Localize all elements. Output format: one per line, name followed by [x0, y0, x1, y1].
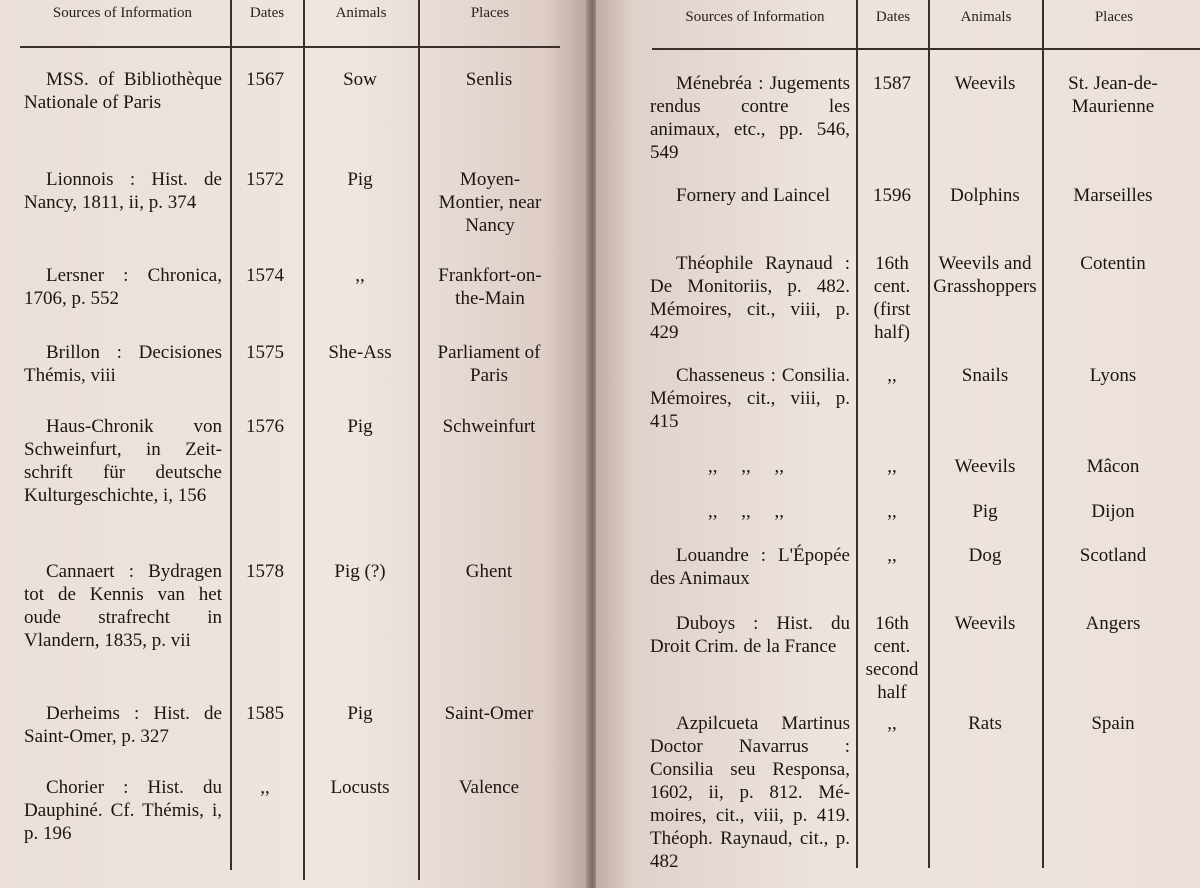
source-cell: Haus-Chronik von Schweinfurt, in Zeitschrift für deutsche Kulturgeschichte, i, 156	[24, 416, 222, 506]
date-cell: 1567	[246, 69, 284, 90]
place-cell: Frankfort-on-the-Main	[438, 265, 542, 309]
date-cell: ,,	[887, 456, 897, 477]
header-places: Places	[470, 5, 510, 21]
date-cell: 1576	[246, 416, 284, 437]
animal-cell: Pig	[347, 169, 373, 190]
header-rule	[652, 48, 1200, 50]
source-cell: Lionnois : Hist. de Nancy, 1811, ii, p. 374	[24, 169, 222, 213]
source-cell: Chorier : Hist. du Dauphiné. Cf. Thémis, i, p. 196	[24, 777, 222, 844]
date-cell: ,,	[887, 365, 897, 386]
animal-cell: She-Ass	[328, 342, 392, 363]
date-cell: ,,	[887, 545, 897, 566]
header-dates: Dates	[249, 5, 285, 21]
source-cell: Azpilcueta Martinus Doctor Navarrus : Consilia seu Responsa, 1602, ii, p. 812. Mémoires, cit., viii, p. 419. Théoph. Raynaud, cit., p. 482	[650, 713, 850, 872]
place-cell: Lyons	[1089, 365, 1137, 386]
column-divider	[928, 0, 930, 868]
place-cell: Moyen-Montier, near Nancy	[438, 169, 542, 236]
place-cell: Mâcon	[1086, 456, 1140, 477]
source-cell: Lersner : Chronica, 1706, p. 552	[24, 265, 222, 309]
source-cell: Fornery and Laincel	[676, 185, 831, 206]
date-cell: 1578	[246, 561, 284, 582]
header-places: Places	[1094, 9, 1134, 25]
date-cell: 16th cent. (first half)	[873, 253, 911, 343]
source-cell: Louandre : L'Épopée des Animaux	[650, 545, 850, 589]
left-page	[0, 0, 588, 888]
source-cell: Ménebréa : Jugements rendus contre les animaux, etc., pp. 546, 549	[650, 73, 850, 163]
date-cell: ,,	[887, 713, 897, 734]
place-cell: Angers	[1085, 613, 1141, 634]
header-dates: Dates	[875, 9, 911, 25]
header-animals: Animals	[335, 5, 387, 21]
date-cell: 1575	[246, 342, 284, 363]
animal-cell: Sow	[343, 69, 377, 90]
source-cell: Derheims : Hist. de Saint-Omer, p. 327	[24, 703, 222, 747]
animal-cell: Locusts	[330, 777, 390, 798]
column-divider	[303, 0, 305, 880]
date-cell: 1587	[873, 73, 911, 94]
animal-cell: Dolphins	[950, 185, 1020, 206]
source-cell: ,, ,, ,,	[708, 501, 784, 522]
header-sources: Sources of Information	[685, 9, 825, 25]
column-divider	[1042, 0, 1044, 868]
header-animals: Animals	[960, 9, 1012, 25]
header-sources: Sources of Information	[52, 5, 193, 21]
source-cell: Brillon : Decisiones Thémis, viii	[24, 342, 222, 386]
place-cell: Dijon	[1091, 501, 1135, 522]
place-cell: Schweinfurt	[442, 416, 536, 437]
animal-cell: Dog	[968, 545, 1002, 566]
column-divider	[418, 0, 420, 880]
source-cell: Chasseneus : Consilia. Mémoires, cit., viii, p. 415	[650, 365, 850, 432]
date-cell: 1572	[246, 169, 284, 190]
animal-cell: Weevils	[954, 456, 1016, 477]
place-cell: Saint-Omer	[444, 703, 534, 724]
date-cell: ,,	[887, 501, 897, 522]
date-cell: 1585	[246, 703, 284, 724]
date-cell: ,,	[260, 777, 270, 798]
source-cell: Duboys : Hist. du Droit Crim. de la France	[650, 613, 850, 657]
date-cell: 16th cent. second half	[865, 613, 919, 703]
place-cell: Cotentin	[1080, 253, 1146, 274]
animal-cell: ,,	[355, 265, 365, 286]
animal-cell: Weevils and Grasshoppers	[933, 253, 1037, 297]
place-cell: Spain	[1091, 713, 1135, 734]
source-cell: MSS. of Bibliothèque Nationale of Paris	[24, 69, 222, 113]
place-cell: Ghent	[465, 561, 513, 582]
animal-cell: Rats	[968, 713, 1002, 734]
animal-cell: Pig	[347, 416, 373, 437]
animal-cell: Weevils	[954, 613, 1016, 634]
column-divider	[856, 0, 858, 868]
animal-cell: Pig (?)	[334, 561, 386, 582]
animal-cell: Pig	[347, 703, 373, 724]
source-cell: Théophile Raynaud : De Monitoriis, p. 482. Mémoires, cit., viii, p. 429	[650, 253, 850, 343]
right-page	[596, 0, 1200, 888]
place-cell: Marseilles	[1073, 185, 1153, 206]
place-cell: Senlis	[465, 69, 513, 90]
animal-cell: Snails	[961, 365, 1009, 386]
animal-cell: Weevils	[954, 73, 1016, 94]
source-cell: Cannaert : Bydragen tot de Kennis van het oude strafrecht in Vlandern, 1835, p. vii	[24, 561, 222, 651]
place-cell: Valence	[458, 777, 520, 798]
date-cell: 1574	[246, 265, 284, 286]
header-rule	[20, 46, 560, 48]
date-cell: 1596	[873, 185, 911, 206]
place-cell: St. Jean-de-Maurienne	[1068, 73, 1158, 117]
animal-cell: Pig	[972, 501, 998, 522]
place-cell: Parliament of Paris	[437, 342, 541, 386]
place-cell: Scotland	[1079, 545, 1147, 566]
source-cell: ,, ,, ,,	[708, 456, 784, 477]
